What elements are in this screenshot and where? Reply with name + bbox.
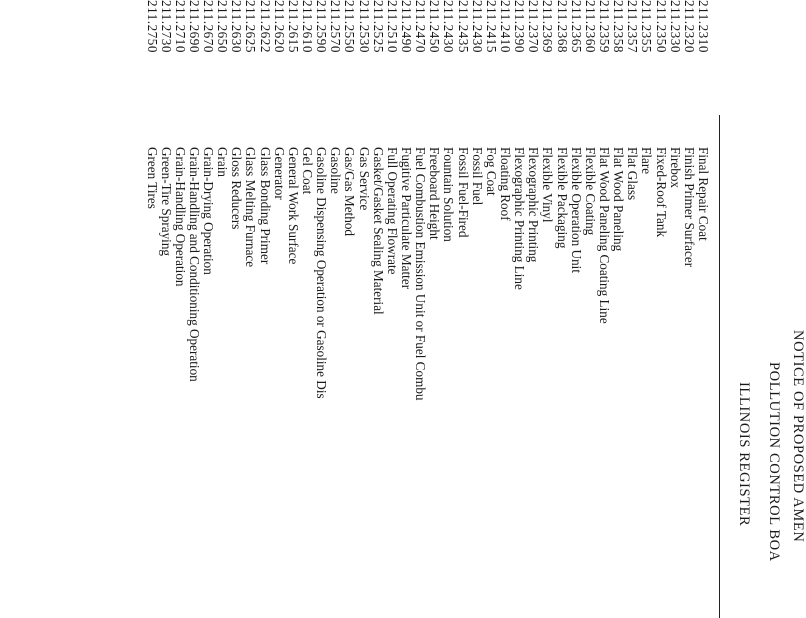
definition-term: General Work Surface <box>285 147 301 265</box>
definition-row <box>540 0 554 618</box>
definition-row <box>342 0 356 618</box>
definition-row <box>215 0 229 618</box>
section-number: 211.2710 <box>172 0 188 53</box>
definition-row <box>328 0 342 618</box>
section-number: 211.2415 <box>483 0 499 53</box>
section-number: 211.2550 <box>342 0 358 53</box>
definition-row <box>470 0 484 618</box>
definition-row <box>272 0 286 618</box>
definition-row <box>187 0 201 618</box>
definition-row <box>371 0 385 618</box>
definition-row <box>258 0 272 618</box>
section-number: 211.2435 <box>455 0 471 53</box>
section-number: 211.2330 <box>667 0 683 53</box>
definition-row <box>286 0 300 618</box>
definition-row <box>385 0 399 618</box>
agency-title: POLLUTION CONTROL BOA <box>766 362 782 562</box>
section-number: 211.2430 <box>441 0 457 53</box>
definition-row <box>569 0 583 618</box>
definition-row <box>229 0 243 618</box>
section-number: 211.2369 <box>540 0 556 53</box>
definition-term: Fugitive Particulate Matter <box>399 147 415 290</box>
definition-row <box>512 0 526 618</box>
section-number: 211.2350 <box>653 0 669 53</box>
notice-title: NOTICE OF PROPOSED AMEN <box>790 330 806 543</box>
section-number: 211.2690 <box>186 0 202 53</box>
definition-term: Fossil Fuel-Fired <box>455 147 471 238</box>
section-number: 211.2510 <box>384 0 400 53</box>
definitions-list <box>144 0 710 618</box>
definition-row <box>243 0 257 618</box>
section-number: 211.2410 <box>498 0 514 53</box>
section-number: 211.2359 <box>597 0 613 53</box>
definition-term: Grain-Handling Operation <box>172 147 188 287</box>
definition-term: Glass Melting Furnace <box>243 147 259 268</box>
definition-row <box>653 0 667 618</box>
definition-row <box>696 0 710 618</box>
section-number: 211.2357 <box>625 0 641 53</box>
definition-term: Flexible Operation Unit <box>568 147 584 273</box>
section-number: 211.2310 <box>696 0 711 53</box>
definition-term: Flat Wood Paneling Coating Line <box>597 147 613 324</box>
definition-term: Freeboard Height <box>427 147 443 240</box>
section-number: 211.2625 <box>243 0 259 53</box>
definition-term: Gloss Reducers <box>229 147 245 230</box>
header-divider <box>719 115 720 618</box>
definition-term: Fixed-Roof Tank <box>653 147 669 238</box>
definition-row <box>554 0 568 618</box>
definition-row <box>498 0 512 618</box>
section-number: 211.2630 <box>229 0 245 53</box>
definition-row <box>597 0 611 618</box>
definition-term: Flexographic Printing Line <box>512 147 528 290</box>
section-number: 211.2390 <box>512 0 528 53</box>
definition-row <box>441 0 455 618</box>
section-number: 211.2368 <box>554 0 570 53</box>
definition-row <box>526 0 540 618</box>
section-number: 211.2525 <box>370 0 386 53</box>
definition-term: Final Repair Coat <box>696 147 711 241</box>
section-number: 211.2355 <box>639 0 655 53</box>
definition-row <box>668 0 682 618</box>
definition-row <box>427 0 441 618</box>
definition-term: Generator <box>271 147 287 200</box>
definition-row <box>173 0 187 618</box>
definition-term: Fountain Solution <box>441 147 457 242</box>
definition-term: Gas/Gas Method <box>342 147 358 237</box>
definition-term: Green Tires <box>144 147 160 209</box>
definition-term: Flat Wood Paneling <box>611 147 627 252</box>
section-number: 211.2615 <box>285 0 301 53</box>
section-number: 211.2620 <box>271 0 287 53</box>
definition-term: Gas Service <box>356 147 372 211</box>
definition-term: Grain <box>215 147 231 178</box>
section-number: 211.2750 <box>144 0 160 53</box>
section-number: 211.2470 <box>413 0 429 53</box>
definition-term: Flare <box>639 147 655 175</box>
definition-term: Grain-Drying Operation <box>201 147 217 275</box>
section-number: 211.2610 <box>300 0 316 53</box>
definition-row <box>356 0 370 618</box>
section-number: 211.2650 <box>215 0 231 53</box>
definition-row <box>484 0 498 618</box>
definition-term: Fog Coat <box>483 147 499 196</box>
section-number: 211.2365 <box>568 0 584 53</box>
register-title: ILLINOIS REGISTER <box>736 382 752 527</box>
definition-term: Full Operating Flowrate <box>384 147 400 275</box>
definition-term: Flexographic Printing <box>526 147 542 263</box>
definition-row <box>314 0 328 618</box>
definition-row <box>583 0 597 618</box>
section-number: 211.2430 <box>469 0 485 53</box>
section-number: 211.2570 <box>328 0 344 53</box>
definition-row <box>159 0 173 618</box>
section-number: 211.2670 <box>201 0 217 53</box>
section-number: 211.2450 <box>427 0 443 53</box>
definition-row <box>144 0 158 618</box>
definition-row <box>201 0 215 618</box>
section-number: 211.2530 <box>356 0 372 53</box>
section-number: 211.2358 <box>611 0 627 53</box>
definition-term: Fuel Combustion Emission Unit or Fuel Combu <box>413 147 429 401</box>
definition-term: Finish Primer Surfacer <box>681 147 697 268</box>
definition-row <box>639 0 653 618</box>
definition-term: Gasoline <box>328 147 344 194</box>
definition-term: Gasoline Dispensing Operation or Gasoline Dis <box>314 147 330 399</box>
section-number: 211.2490 <box>399 0 415 53</box>
section-number: 211.2360 <box>582 0 598 53</box>
section-number: 211.2320 <box>681 0 697 53</box>
section-number: 211.2730 <box>158 0 174 53</box>
definition-term: Flat Glass <box>625 147 641 201</box>
definition-term: Gasket/Gasket Sealing Material <box>370 147 386 315</box>
definition-term: Flexible Packaging <box>554 147 570 249</box>
definition-row <box>413 0 427 618</box>
section-number: 211.2370 <box>526 0 542 53</box>
definition-term: Green-Tire Spraying <box>158 147 174 257</box>
definition-row <box>300 0 314 618</box>
definition-row <box>625 0 639 618</box>
definition-term: Grain-Handling and Conditioning Operation <box>186 147 202 382</box>
section-number: 211.2590 <box>314 0 330 53</box>
definition-term: Glass Bonding Primer <box>257 147 273 265</box>
definition-term: Firebox <box>667 147 683 189</box>
definition-row <box>682 0 696 618</box>
definition-row <box>611 0 625 618</box>
definition-term: Floating Roof <box>498 147 514 221</box>
definition-term: Gel Coat <box>300 147 316 195</box>
definition-term: Fossil Fuel <box>469 147 485 206</box>
definition-row <box>399 0 413 618</box>
definition-term: Flexible Coating <box>582 147 598 236</box>
definition-row <box>455 0 469 618</box>
section-number: 211.2622 <box>257 0 273 53</box>
definition-term: Flexible Vinyl <box>540 147 556 223</box>
